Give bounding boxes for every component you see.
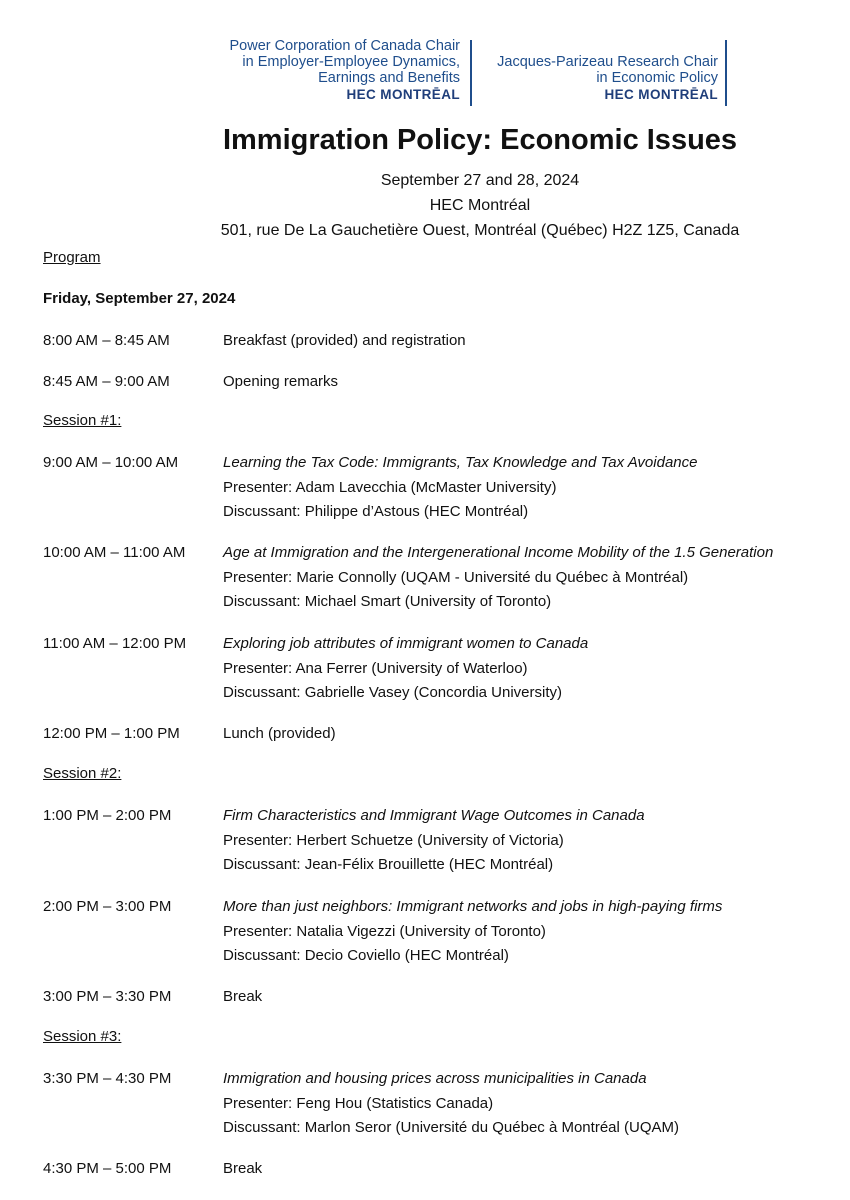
presenter: Presenter: Ana Ferrer (University of Waterloo) <box>223 659 528 677</box>
logo-right-brand: HEC MONTRĒAL <box>604 87 718 102</box>
time-slot: 11:00 AM – 12:00 PM <box>43 635 187 652</box>
paper-title: Learning the Tax Code: Immigrants, Tax Knowledge and Tax Avoidance <box>223 454 698 471</box>
time-slot: 8:00 AM – 8:45 AM <box>43 332 170 349</box>
discussant: Discussant: Philippe d’Astous (HEC Montréal) <box>223 503 529 520</box>
presenter: Presenter: Marie Connolly (UQAM - Université du Québec à Montréal) <box>223 568 689 586</box>
logo-divider-left <box>470 40 472 106</box>
discussant: Discussant: Gabrielle Vasey (Concordia University) <box>223 684 563 701</box>
discussant: Discussant: Michael Smart (University of Toronto) <box>223 593 552 610</box>
time-slot: 8:45 AM – 9:00 AM <box>43 373 170 390</box>
event-venue: HEC Montréal <box>429 197 531 214</box>
power-corporation-chair-logo <box>170 38 460 103</box>
time-slot: 9:00 AM – 10:00 AM <box>43 454 179 471</box>
logo-left-line1: Power Corporation of Canada Chair <box>229 38 460 54</box>
time-slot: 2:00 PM – 3:00 PM <box>43 898 172 915</box>
time-slot: 3:00 PM – 3:30 PM <box>43 988 172 1005</box>
logo-left-brand: HEC MONTRĒAL <box>346 87 460 102</box>
activity: Break <box>223 1160 263 1177</box>
presenter: Presenter: Feng Hou (Statistics Canada) <box>223 1094 494 1112</box>
day-heading: Friday, September 27, 2024 <box>43 290 236 307</box>
logo-divider-right <box>725 40 727 106</box>
activity: Break <box>223 988 263 1005</box>
paper-title: Exploring job attributes of immigrant women to Canada <box>223 635 589 652</box>
time-slot: 12:00 PM – 1:00 PM <box>43 725 180 742</box>
time-slot: 3:30 PM – 4:30 PM <box>43 1070 172 1087</box>
paper-title: Immigration and housing prices across municipalities in Canada <box>223 1070 647 1087</box>
discussant: Discussant: Marlon Seror (Université du Québec à Montréal (UQAM) <box>223 1119 679 1136</box>
time-slot: 4:30 PM – 5:00 PM <box>43 1160 172 1177</box>
logo-left-line3: Earnings and Benefits <box>318 70 460 86</box>
page-title: Immigration Policy: Economic Issues <box>222 124 738 156</box>
time-slot: 1:00 PM – 2:00 PM <box>43 807 172 824</box>
presenter: Presenter: Adam Lavecchia (McMaster University) <box>223 478 557 496</box>
session-label: Session #1: <box>43 412 122 429</box>
session-label: Session #3: <box>43 1028 122 1045</box>
presenter: Presenter: Herbert Schuetze (University of Victoria) <box>223 831 564 849</box>
activity: Lunch (provided) <box>223 725 336 742</box>
logo-right-line1: Jacques-Parizeau Research Chair <box>497 54 718 70</box>
logo-left-line2: in Employer-Employee Dynamics, <box>242 54 460 70</box>
paper-title: More than just neighbors: Immigrant networks and jobs in high-paying firms <box>223 898 723 915</box>
paper-title: Firm Characteristics and Immigrant Wage Outcomes in Canada <box>223 807 645 824</box>
event-address: 501, rue De La Gauchetière Ouest, Montréal (Québec) H2Z 1Z5, Canada <box>220 222 740 239</box>
activity: Breakfast (provided) and registration <box>223 332 466 349</box>
jacques-parizeau-chair-logo <box>478 38 718 103</box>
session-label: Session #2: <box>43 765 122 782</box>
event-dates: September 27 and 28, 2024 <box>380 172 580 189</box>
paper-title: Age at Immigration and the Intergenerational Income Mobility of the 1.5 Generation <box>223 544 774 561</box>
activity: Opening remarks <box>223 373 339 390</box>
time-slot: 10:00 AM – 11:00 AM <box>43 544 186 561</box>
logo-right-line2: in Economic Policy <box>596 70 718 86</box>
discussant: Discussant: Decio Coviello (HEC Montréal) <box>223 947 509 964</box>
presenter: Presenter: Natalia Vigezzi (University of Toronto) <box>223 922 546 940</box>
discussant: Discussant: Jean-Félix Brouillette (HEC Montréal) <box>223 856 554 873</box>
program-label: Program <box>43 249 101 266</box>
